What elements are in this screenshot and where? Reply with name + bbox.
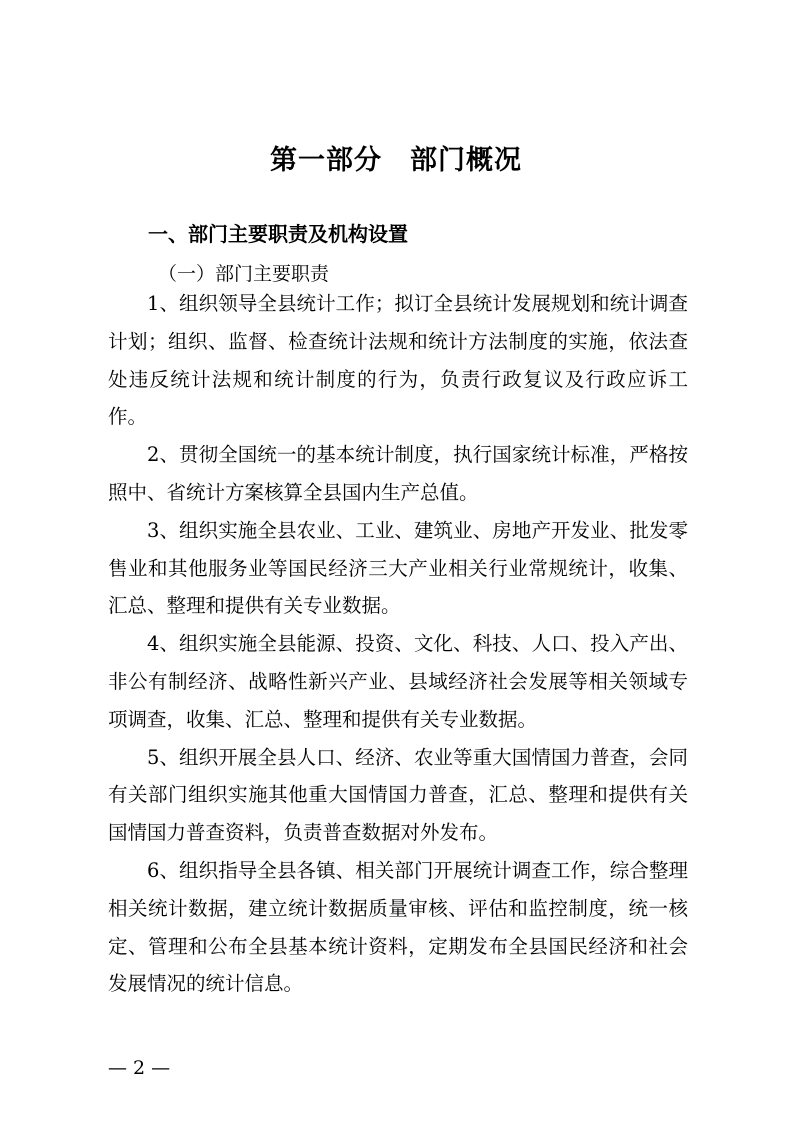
duty-paragraph-3: 3、组织实施全县农业、工业、建筑业、房地产开发业、批发零售业和其他服务业等国民经济三大产业相关行业常规统计，收集、汇总、整理和提供有关专业数据。 [108,518,688,618]
duty-paragraph-5: 5、组织开展全县人口、经济、农业等重大国情国力普查，会同有关部门组织实施其他重大国情国力普查，汇总、整理和提供有关国情国力普查资料，负责普查数据对外发布。 [108,745,688,845]
duty-paragraph-4: 4、组织实施全县能源、投资、文化、科技、人口、投入产出、非公有制经济、战略性新兴产业、县域经济社会发展等相关领域专项调查，收集、汇总、整理和提供有关专业数据。 [108,632,688,731]
duty-paragraph-1: 1、组织领导全县统计工作；拟订全县统计发展规划和统计调查计划；组织、监督、检查统计法规和统计方法制度的实施，依法查处违反统计法规和统计制度的行为，负责行政复议及行政应诉工作。 [108,292,688,429]
duty-paragraph-6: 6、组织指导全县各镇、相关部门开展统计调查工作，综合整理相关统计数据，建立统计数据质量审核、评估和监控制度，统一核定、管理和公布全县基本统计资料，定期发布全县国民经济和社会发展情况的统计信息。 [108,858,688,996]
duties-list [108,285,688,1003]
duty-paragraph-2: 2、贯彻全国统一的基本统计制度，执行国家统计标准，严格按照中、省统计方案核算全县国内生产总值。 [108,443,688,504]
page-title: 第一部分 部门概况 [270,145,522,176]
section-heading: 一、部门主要职责及机构设置 [148,222,408,246]
subsection-heading: （一）部门主要职责 [158,263,330,285]
page-number: — 2 — [108,1057,171,1079]
